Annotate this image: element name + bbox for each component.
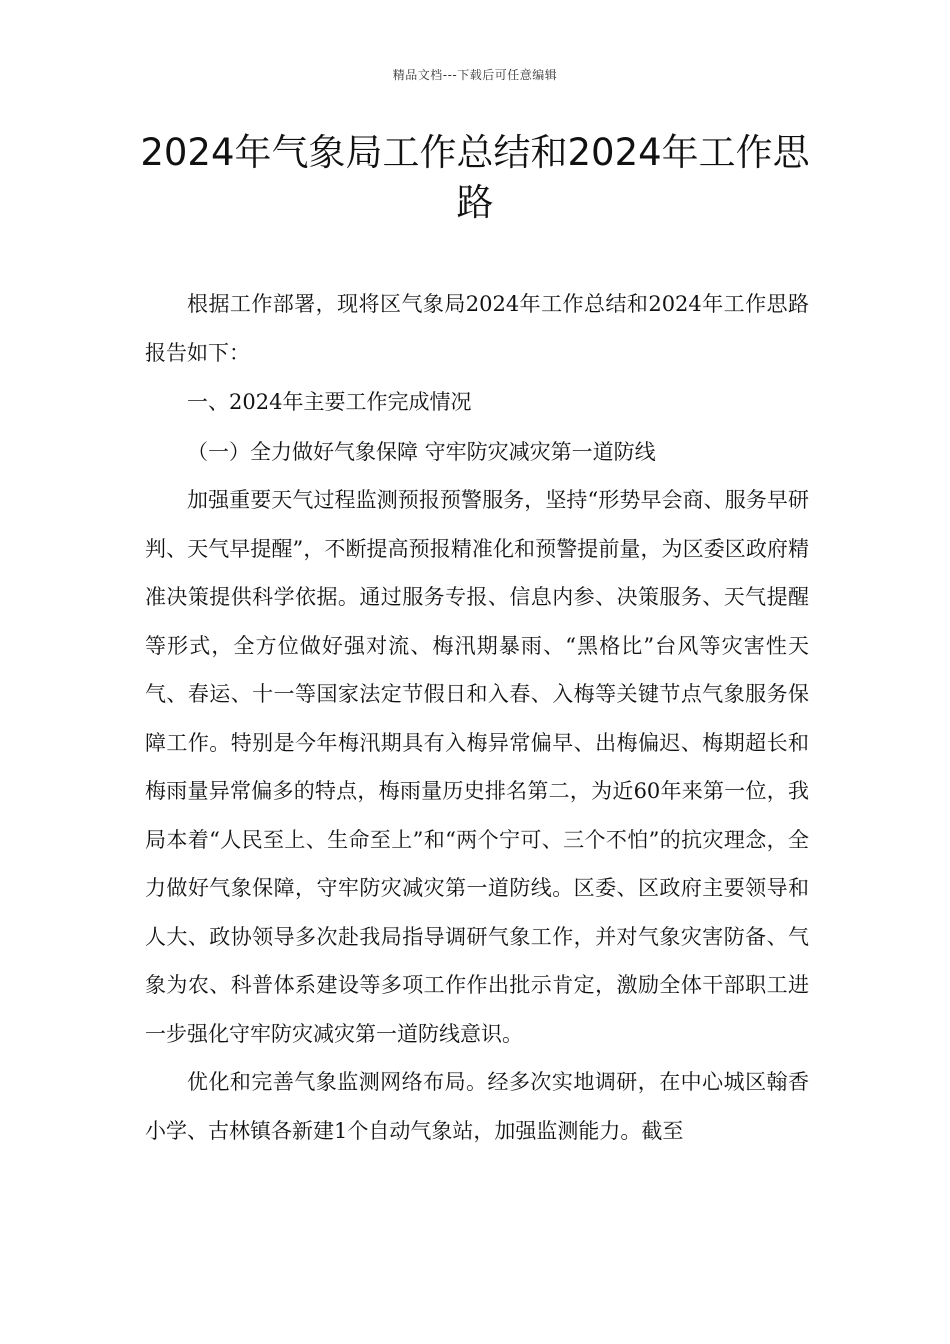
intro-paragraph: 根据工作部署，现将区气象局2024年工作总结和2024年工作思路报告如下： (145, 292, 809, 365)
document-title: 2024年气象局工作总结和2024年工作思路 (140, 131, 810, 224)
section-heading: 一、2024年主要工作完成情况 (187, 390, 472, 414)
subsection-heading: （一）全力做好气象保障 守牢防灾减灾第一道防线 (187, 439, 656, 464)
body-paragraph: 加强重要天气过程监测预报预警服务，坚持“形势早会商、服务早研判、天气早提醒”，不断提高预报精准化和预警提前量，为区委区政府精准决策提供科学依据。通过服务专报、信息内参、决策服务、天气提醒等形式，全方位做好强对流、梅汛期暴雨、“黑格比”台风等灾害性天气、春运、十一等国家法定节假日和入春、入梅等关键节点气象服务保障工作。特别是今年梅汛期具有入梅异常偏早、出梅偏迟、梅期超长和梅雨量异常偏多的特点，梅雨量历史排名第二，为近60年来第一位，我局本着“人民至上、生命至上”和“两个宁可、三个不怕”的抗灾理念，全力做好气象保障，守牢防灾减灾第一道防线。区委、区政府主要领导和人大、政协领导多次赴我局指导调研气象工作，并对气象灾害防备、气象为农、科普体系建设等多项工作作出批示肯定，激励全体干部职工进一步强化守牢防灾减灾第一道防线意识。 (145, 488, 809, 1046)
document-body (145, 280, 809, 1155)
body-paragraph: 优化和完善气象监测网络布局。经多次实地调研，在中心城区翰香小学、古林镇各新建1个自动气象站，加强监测能力。截至 (145, 1070, 809, 1143)
header-note: 精品文档---下载后可任意编辑 (392, 68, 558, 82)
